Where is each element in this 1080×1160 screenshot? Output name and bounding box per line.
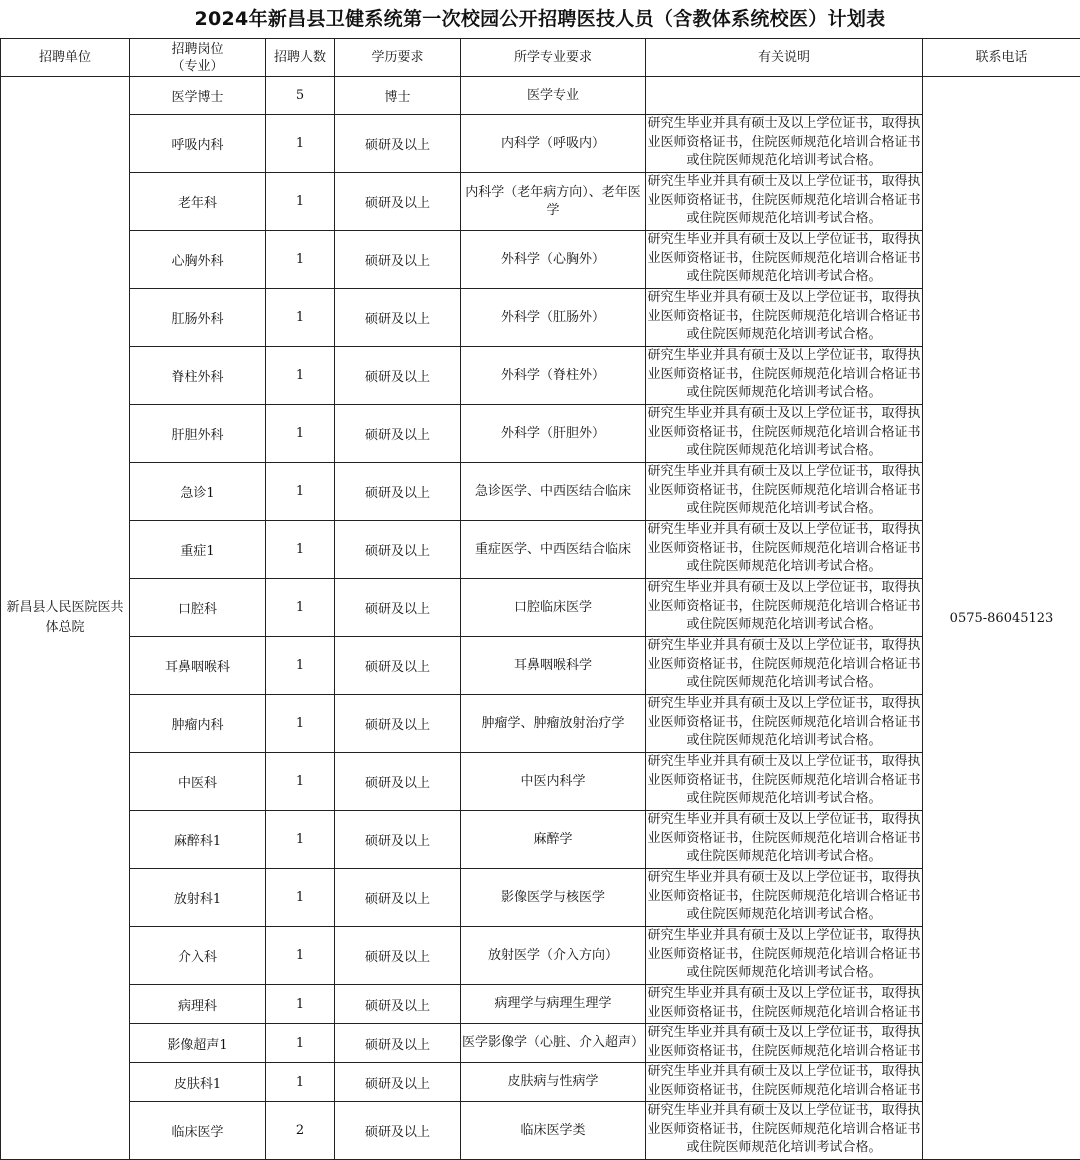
table-row	[1, 579, 1080, 637]
note-text: 研究生毕业并具有硕士及以上学位证书，取得执业医师资格证书，住院医师规范化培训合格证书或住院医师规范化培训考试合格。	[646, 231, 922, 288]
position-cell: 放射科1	[130, 869, 266, 927]
position-cell: 呼吸内科	[130, 115, 266, 173]
note-cell	[646, 985, 923, 1024]
education-cell: 硕研及以上	[335, 463, 461, 521]
major-cell: 中医内科学	[461, 753, 646, 811]
note-text: 研究生毕业并具有硕士及以上学位证书，取得执业医师资格证书，住院医师规范化培训合格证书或住院医师规范化培训考试合格。	[646, 753, 922, 810]
count-cell: 1	[266, 579, 335, 637]
header-phone: 联系电话	[923, 39, 1080, 77]
major-cell: 影像医学与核医学	[461, 869, 646, 927]
major-cell: 放射医学（介入方向）	[461, 927, 646, 985]
note-text: 研究生毕业并具有硕士及以上学位证书，取得执业医师资格证书，住院医师规范化培训合格证书或住院医师规范化培训考试合格。	[646, 579, 922, 636]
header-education: 学历要求	[335, 39, 461, 77]
table-row	[1, 463, 1080, 521]
note-text: 研究生毕业并具有硕士及以上学位证书，取得执业医师资格证书，住院医师规范化培训合格证书或住院医师规范化培训考试合格。	[646, 173, 922, 230]
note-text: 研究生毕业并具有硕士及以上学位证书，取得执业医师资格证书，住院医师规范化培训合格证书或住院医师规范化培训考试合格。	[646, 927, 922, 984]
position-cell: 耳鼻咽喉科	[130, 637, 266, 695]
count-cell: 1	[266, 1024, 335, 1063]
note-cell	[646, 927, 923, 985]
position-cell: 心胸外科	[130, 231, 266, 289]
education-cell: 硕研及以上	[335, 753, 461, 811]
note-cell	[646, 521, 923, 579]
note-text: 研究生毕业并具有硕士及以上学位证书，取得执业医师资格证书，住院医师规范化培训合格证书或住院医师规范化培训考试合格。	[646, 347, 922, 404]
position-cell: 肛肠外科	[130, 289, 266, 347]
count-cell: 1	[266, 1063, 335, 1102]
note-text: 研究生毕业并具有硕士及以上学位证书，取得执业医师资格证书，住院医师规范化培训合格证书或住院医师规范化培训考试合格。	[646, 289, 922, 346]
count-cell: 1	[266, 289, 335, 347]
major-cell: 内科学（呼吸内）	[461, 115, 646, 173]
major-cell: 重症医学、中西医结合临床	[461, 521, 646, 579]
major-cell: 外科学（肝胆外）	[461, 405, 646, 463]
note-cell	[646, 115, 923, 173]
education-cell: 硕研及以上	[335, 869, 461, 927]
position-cell: 重症1	[130, 521, 266, 579]
count-cell: 1	[266, 695, 335, 753]
education-cell: 硕研及以上	[335, 579, 461, 637]
position-cell: 中医科	[130, 753, 266, 811]
header-position: 招聘岗位 （专业）	[130, 39, 266, 77]
major-cell: 临床医学类	[461, 1102, 646, 1160]
position-cell: 影像超声1	[130, 1024, 266, 1063]
count-cell: 1	[266, 463, 335, 521]
note-cell	[646, 463, 923, 521]
major-cell: 内科学（老年病方向）、老年医学	[461, 173, 646, 231]
education-cell: 硕研及以上	[335, 1024, 461, 1063]
count-cell: 1	[266, 521, 335, 579]
count-cell: 1	[266, 985, 335, 1024]
education-cell: 博士	[335, 77, 461, 115]
education-cell: 硕研及以上	[335, 1102, 461, 1160]
note-cell	[646, 289, 923, 347]
education-cell: 硕研及以上	[335, 811, 461, 869]
count-cell: 2	[266, 1102, 335, 1160]
note-cell	[646, 173, 923, 231]
position-cell: 皮肤科1	[130, 1063, 266, 1102]
education-cell: 硕研及以上	[335, 231, 461, 289]
note-cell	[646, 1024, 923, 1063]
position-cell: 肿瘤内科	[130, 695, 266, 753]
note-cell	[646, 637, 923, 695]
education-cell: 硕研及以上	[335, 289, 461, 347]
major-cell: 皮肤病与性病学	[461, 1063, 646, 1102]
count-cell: 1	[266, 927, 335, 985]
header-count: 招聘人数	[266, 39, 335, 77]
education-cell: 硕研及以上	[335, 1063, 461, 1102]
table-row	[1, 811, 1080, 869]
recruiting-unit: 新昌县人民医院医共体总院	[1, 77, 130, 1160]
major-cell: 外科学（肛肠外）	[461, 289, 646, 347]
position-cell: 介入科	[130, 927, 266, 985]
table-row	[1, 115, 1080, 173]
table-row	[1, 927, 1080, 985]
note-text: 研究生毕业并具有硕士及以上学位证书，取得执业医师资格证书，住院医师规范化培训合格证书或住院医师规范化培训考试合格。	[646, 115, 922, 172]
education-cell: 硕研及以上	[335, 173, 461, 231]
table-row	[1, 231, 1080, 289]
table-header-row	[1, 39, 1080, 77]
education-cell: 硕研及以上	[335, 985, 461, 1024]
note-cell	[646, 869, 923, 927]
table-row	[1, 1102, 1080, 1160]
major-cell: 肿瘤学、肿瘤放射治疗学	[461, 695, 646, 753]
table-row	[1, 173, 1080, 231]
note-text: 研究生毕业并具有硕士及以上学位证书，取得执业医师资格证书，住院医师规范化培训合格证书或住院医师规范化培训考试合格。	[646, 521, 922, 578]
position-cell: 医学博士	[130, 77, 266, 115]
note-cell	[646, 695, 923, 753]
position-cell: 急诊1	[130, 463, 266, 521]
count-cell: 1	[266, 869, 335, 927]
header-note: 有关说明	[646, 39, 923, 77]
count-cell: 5	[266, 77, 335, 115]
note-text: 研究生毕业并具有硕士及以上学位证书，取得执业医师资格证书，住院医师规范化培训合格证书或住院医师规范化培训考试合格。	[646, 869, 922, 926]
table-row	[1, 637, 1080, 695]
major-cell: 病理学与病理生理学	[461, 985, 646, 1024]
education-cell: 硕研及以上	[335, 115, 461, 173]
education-cell: 硕研及以上	[335, 521, 461, 579]
count-cell: 1	[266, 231, 335, 289]
count-cell: 1	[266, 811, 335, 869]
count-cell: 1	[266, 405, 335, 463]
position-cell: 肝胆外科	[130, 405, 266, 463]
note-text: 研究生毕业并具有硕士及以上学位证书，取得执业医师资格证书，住院医师规范化培训合格证书或住院医师规范化培训考试合格。	[646, 637, 922, 694]
major-cell: 口腔临床医学	[461, 579, 646, 637]
education-cell: 硕研及以上	[335, 637, 461, 695]
note-text: 研究生毕业并具有硕士及以上学位证书，取得执业医师资格证书，住院医师规范化培训合格证书或住院医师规范化培训考试合格。	[646, 811, 922, 868]
position-cell: 病理科	[130, 985, 266, 1024]
table-row	[1, 753, 1080, 811]
count-cell: 1	[266, 173, 335, 231]
note-text: 研究生毕业并具有硕士及以上学位证书，取得执业医师资格证书，住院医师规范化培训合格证书	[646, 1024, 922, 1062]
note-cell	[646, 405, 923, 463]
table-row	[1, 405, 1080, 463]
education-cell: 硕研及以上	[335, 695, 461, 753]
count-cell: 1	[266, 637, 335, 695]
education-cell: 硕研及以上	[335, 405, 461, 463]
note-text: 研究生毕业并具有硕士及以上学位证书，取得执业医师资格证书，住院医师规范化培训合格证书或住院医师规范化培训考试合格。	[646, 1102, 922, 1159]
position-cell: 老年科	[130, 173, 266, 231]
recruitment-plan-table	[0, 38, 1080, 1160]
note-cell	[646, 1063, 923, 1102]
note-text: 研究生毕业并具有硕士及以上学位证书，取得执业医师资格证书，住院医师规范化培训合格证书	[646, 985, 922, 1023]
note-cell	[646, 753, 923, 811]
count-cell: 1	[266, 347, 335, 405]
table-row	[1, 695, 1080, 753]
major-cell: 外科学（心胸外）	[461, 231, 646, 289]
position-cell: 口腔科	[130, 579, 266, 637]
table-row	[1, 1024, 1080, 1063]
education-cell: 硕研及以上	[335, 927, 461, 985]
header-major: 所学专业要求	[461, 39, 646, 77]
major-cell: 急诊医学、中西医结合临床	[461, 463, 646, 521]
table-row	[1, 347, 1080, 405]
header-unit: 招聘单位	[1, 39, 130, 77]
note-text: 研究生毕业并具有硕士及以上学位证书，取得执业医师资格证书，住院医师规范化培训合格证书	[646, 1063, 922, 1101]
note-text: 研究生毕业并具有硕士及以上学位证书，取得执业医师资格证书，住院医师规范化培训合格证书或住院医师规范化培训考试合格。	[646, 463, 922, 520]
contact-phone: 0575-86045123	[923, 77, 1080, 1160]
note-cell	[646, 811, 923, 869]
note-text	[646, 77, 922, 114]
note-cell	[646, 231, 923, 289]
table-row	[1, 985, 1080, 1024]
count-cell: 1	[266, 115, 335, 173]
note-text: 研究生毕业并具有硕士及以上学位证书，取得执业医师资格证书，住院医师规范化培训合格证书或住院医师规范化培训考试合格。	[646, 695, 922, 752]
note-text: 研究生毕业并具有硕士及以上学位证书，取得执业医师资格证书，住院医师规范化培训合格证书或住院医师规范化培训考试合格。	[646, 405, 922, 462]
position-cell: 脊柱外科	[130, 347, 266, 405]
table-row	[1, 521, 1080, 579]
table-row	[1, 77, 1080, 115]
note-cell	[646, 1102, 923, 1160]
table-row	[1, 869, 1080, 927]
count-cell: 1	[266, 753, 335, 811]
major-cell: 医学影像学（心脏、介入超声）	[461, 1024, 646, 1063]
education-cell: 硕研及以上	[335, 347, 461, 405]
table-row	[1, 1063, 1080, 1102]
major-cell: 外科学（脊柱外）	[461, 347, 646, 405]
page-title: 2024年新昌县卫健系统第一次校园公开招聘医技人员（含教体系统校医）计划表	[0, 0, 1080, 38]
major-cell: 医学专业	[461, 77, 646, 115]
note-cell	[646, 579, 923, 637]
major-cell: 麻醉学	[461, 811, 646, 869]
note-cell	[646, 347, 923, 405]
table-row	[1, 289, 1080, 347]
position-cell: 麻醉科1	[130, 811, 266, 869]
major-cell: 耳鼻咽喉科学	[461, 637, 646, 695]
note-cell	[646, 77, 923, 115]
position-cell: 临床医学	[130, 1102, 266, 1160]
